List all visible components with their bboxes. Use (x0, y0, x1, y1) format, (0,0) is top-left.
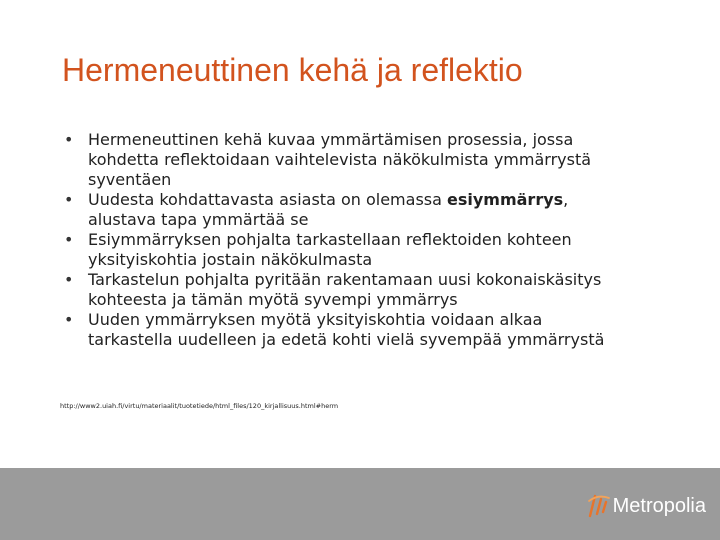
bullet-line: tarkastella uudelleen ja edetä kohti vielä syvempää ymmärrystä (88, 330, 605, 349)
bullet-bold-term: esiymmärrys (447, 190, 564, 209)
bullet-list (60, 130, 670, 350)
metropolia-logo-icon (584, 492, 612, 520)
footer-bar (0, 468, 720, 540)
bullet-line: yksityiskohtia jostain näkökulmasta (88, 250, 373, 269)
slide-title: Hermeneuttinen kehä ja reflektio (62, 52, 523, 88)
bullet-item (60, 310, 670, 350)
metropolia-logo (584, 492, 706, 520)
bullet-line: kohteesta ja tämän myötä syvempi ymmärrys (88, 290, 458, 309)
bullet-text: , (563, 190, 569, 209)
bullet-line: Tarkastelun pohjalta pyritään rakentamaan uusi kokonaiskäsitys (88, 270, 602, 289)
bullet-item (60, 130, 670, 190)
bullet-line: syventäen (88, 170, 172, 189)
logo-text: Metropolia (612, 494, 706, 517)
bullet-line: Hermeneuttinen kehä kuvaa ymmärtämisen prosessia, jossa (88, 130, 574, 149)
bullet-line: kohdetta reflektoidaan vaihtelevista näkökulmista ymmärrystä (88, 150, 592, 169)
bullet-line: Uuden ymmärryksen myötä yksityiskohtia voidaan alkaa (88, 310, 543, 329)
bullet-item (60, 230, 670, 270)
bullet-line: alustava tapa ymmärtää se (88, 210, 309, 229)
bullet-line: Esiymmärryksen pohjalta tarkastellaan reflektoiden kohteen (88, 230, 572, 249)
bullet-item (60, 190, 670, 230)
bullet-item (60, 270, 670, 310)
source-url[interactable]: http://www2.uiah.fi/virtu/materiaalit/tuotetiede/html_files/120_kirjallisuus.html#herm (60, 402, 339, 410)
bullet-text: Uudesta kohdattavasta asiasta on olemassa (88, 190, 447, 209)
